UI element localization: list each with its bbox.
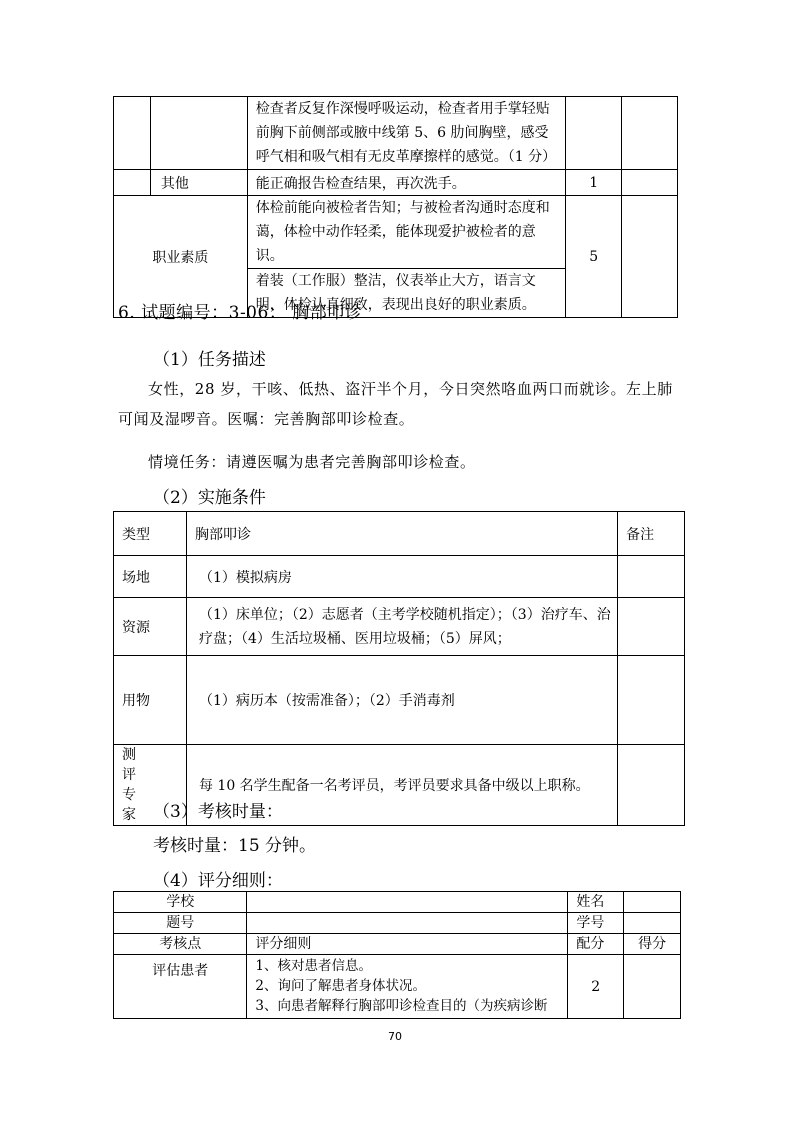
row-content-text: （1）床单位；（2）志愿者（主考学校随机指定）；（3）治疗车、治疗盘；（4）生活垃圾桶、医用垃圾桶；（5）屏风； [198, 606, 611, 647]
cell-score [566, 196, 622, 318]
time-text: 考核时量：15 分钟。 [153, 836, 317, 856]
task-paragraph: 女性，28 岁，干咳、低热、盗汗半个月，今日突然咯血两口而就诊。左上肺可闻及湿啰音。医嘱：完善胸部叩诊检查。 [118, 380, 673, 428]
label-other: 其他 [160, 175, 189, 192]
row-type [114, 556, 187, 598]
col-got-header [624, 934, 681, 955]
assess-line: 2、询问了解患者身体状况。 [255, 978, 426, 994]
task-heading: （1）任务描述 [153, 350, 266, 370]
cell-got [622, 97, 678, 170]
detail-text: 检查者反复作深慢呼吸运动，检查者用手掌轻贴前胸下前侧部或腋中线第 5、6 肋间胸壁，感受呼气相和吸气相有无皮革摩擦样的感觉。（1 分） [255, 101, 557, 165]
row-type-text: 用物 [122, 693, 150, 709]
detail-text: 着装（工作服）整洁，仪表举止大方，语言文明，体检认真细致，表现出良好的职业素质。 [255, 273, 536, 313]
page-number: 70 [388, 1030, 402, 1043]
name-value-cell [624, 892, 681, 913]
detail-text: 体检前能向被检者告知；与被检者沟通时态度和蔼，体检中动作轻柔，能体现爱护被检者的意识。 [255, 200, 550, 264]
assess-label: 评估患者 [152, 963, 209, 979]
col-got-text: 得分 [638, 936, 667, 952]
col-detail-header [247, 934, 568, 955]
header-note-text: 备注 [626, 526, 655, 543]
school-label-cell [114, 892, 247, 913]
question-no-label-cell [114, 913, 247, 934]
name-label: 姓名 [576, 894, 605, 910]
conditions-table [113, 511, 685, 826]
student-no-label-cell [568, 913, 624, 934]
col-score-header [568, 934, 624, 955]
header-type [114, 512, 187, 556]
header-content-text: 胸部叩诊 [194, 526, 251, 543]
task-situation: 情境任务：请遵医嘱为患者完善胸部叩诊检查。 [148, 453, 476, 471]
col-score-text: 配分 [576, 936, 605, 952]
score-value: 1 [589, 174, 599, 191]
section-title: 6. 试题编号：3-06： 胸部叩诊 [118, 303, 363, 323]
col-detail-text: 评分细则 [255, 936, 312, 952]
assess-detail-cell [247, 955, 568, 1019]
cell-empty [114, 97, 151, 170]
scoring-heading: （4）评分细则： [153, 871, 283, 891]
exam-table-continued [113, 96, 678, 318]
row-content [186, 598, 617, 656]
cell-empty [150, 97, 247, 170]
row-content [186, 656, 617, 745]
score-value: 5 [589, 248, 599, 265]
row-note [618, 656, 685, 745]
row-type-text: 测评专家 [122, 747, 136, 823]
cell-detail [247, 196, 565, 269]
header-content [186, 512, 617, 556]
cell-score [566, 170, 622, 196]
row-note [618, 556, 685, 598]
row-note [618, 598, 685, 656]
row-type [114, 598, 187, 656]
header-note [618, 512, 685, 556]
row-content-text: 每 10 名学生配备一名考评员，考评员要求具备中级以上职称。 [198, 778, 590, 794]
assess-line: 1、核对患者信息。 [255, 958, 372, 974]
question-no-label: 题号 [166, 915, 195, 931]
col-point-header [114, 934, 247, 955]
student-no-value-cell [624, 913, 681, 934]
cell-got [622, 196, 678, 318]
scoring-table [113, 891, 681, 1019]
student-no-label: 学号 [576, 915, 605, 931]
row-type-text: 场地 [122, 569, 150, 586]
row-type-text: 资源 [122, 619, 150, 636]
cell-detail [247, 170, 565, 196]
label-professional-quality: 职业素质 [152, 249, 209, 266]
name-label-cell [568, 892, 624, 913]
assess-label-cell [114, 955, 247, 1019]
row-content [186, 556, 617, 598]
cell-detail [247, 97, 565, 170]
cell-score [566, 97, 622, 170]
row-content-text: （1）模拟病房 [198, 569, 292, 586]
time-heading: （3）考核时量： [153, 802, 283, 822]
assess-score: 2 [591, 978, 601, 995]
assess-got-cell [624, 955, 681, 1019]
question-no-value-cell [247, 913, 568, 934]
row-type [114, 656, 187, 745]
school-value-cell [247, 892, 568, 913]
assess-score-cell [568, 955, 624, 1019]
cell-got [622, 170, 678, 196]
header-type-text: 类型 [122, 526, 150, 543]
cell-empty [114, 170, 151, 196]
col-point-text: 考核点 [159, 936, 202, 952]
assess-line: 3、向患者解释行胸部叩诊检查目的（为疾病诊断 [255, 998, 548, 1014]
cell-label [150, 170, 247, 196]
row-note [618, 745, 685, 826]
school-label: 学校 [166, 894, 195, 910]
conditions-heading: （2）实施条件 [153, 488, 266, 508]
detail-text: 能正确报告检查结果，再次洗手。 [255, 175, 466, 192]
row-content-text: （1）病历本（按需准备）；（2）手消毒剂 [198, 693, 455, 709]
